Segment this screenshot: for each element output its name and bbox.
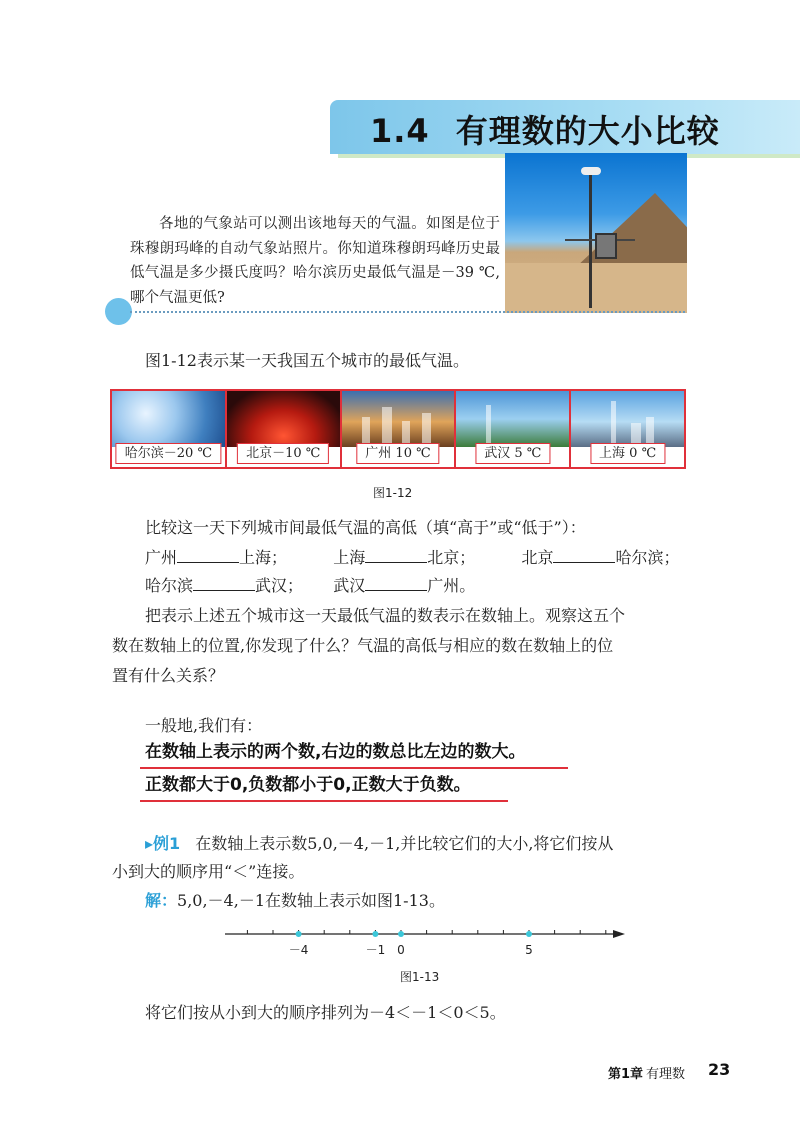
figure-caption-1-12: 图1-12 [373, 486, 413, 500]
number-line-label: －1 [365, 943, 386, 957]
city-photo-beijing [227, 391, 342, 467]
city-photo-wuhan [456, 391, 571, 467]
intro-decoration-dot [105, 298, 132, 325]
example-label: ▸例1 [145, 834, 181, 853]
paragraph-2-line-1: 把表示上述五个城市这一天最低气温的数表示在数轴上。观察这五个 [145, 606, 626, 625]
general-statement: 一般地,我们有： [145, 716, 263, 735]
page-number: 23 [708, 1060, 731, 1079]
number-line-label: 0 [397, 943, 405, 957]
answer-blank[interactable] [553, 545, 615, 563]
number-line-point [372, 931, 378, 937]
paragraph-2-line-2: 数在数轴上的位置,你发现了什么？气温的高低与相应的数在数轴上的位 [112, 636, 614, 655]
compare-prompt: 比较这一天下列城市间最低气温的高低（填“高于”或“低于”）： [145, 518, 586, 537]
answer-blank[interactable] [177, 545, 239, 563]
city-photo-strip [110, 389, 686, 469]
city-label: 广州 10 ℃ [356, 443, 439, 464]
section-title [370, 106, 720, 152]
intro-divider [130, 311, 685, 313]
solution-label: 解： [145, 891, 178, 910]
rule-2: 正数都大于0,负数都小于0,正数大于负数。 [145, 775, 471, 795]
footer-chapter: 第1章 [608, 1067, 644, 1082]
compare-row-1: 广州 上海； 上海 北京； 北京 哈尔滨； [145, 543, 679, 573]
paragraph-2-line-3: 置有什么关系？ [112, 666, 225, 685]
number-line-label: 5 [525, 943, 533, 957]
answer-blank[interactable] [365, 545, 427, 563]
city-label: 哈尔滨－20 ℃ [116, 443, 221, 464]
number-line-point [526, 931, 532, 937]
city-photo-harbin [112, 391, 227, 467]
city-photo-guangzhou [342, 391, 457, 467]
solution-line: 解：5,0,－4,－1在数轴上表示如图1-13。 [145, 891, 445, 910]
number-line [225, 920, 630, 960]
rule-2-underline [140, 800, 508, 802]
city-label: 上海 0 ℃ [590, 443, 665, 464]
intro-paragraph: 各地的气象站可以测出该地每天的气温。如图是位于珠穆朗玛峰的自动气象站照片。你知道珠穆朗玛峰历史最低气温是多少摄氏度吗？哈尔滨历史最低气温是－39 ℃,哪个气温更低? [130, 216, 500, 306]
footer-chapter-name: 有理数 [646, 1067, 686, 1082]
section-title-text: 有理数的大小比较 [455, 112, 720, 150]
city-label: 北京－10 ℃ [237, 443, 329, 464]
city-label: 武汉 5 ℃ [475, 443, 550, 464]
number-line-point [398, 931, 404, 937]
number-line-point [296, 931, 302, 937]
section-number: 1.4 [370, 112, 430, 150]
conclusion: 将它们按从小到大的顺序排列为－4＜－1＜0＜5。 [145, 1003, 506, 1022]
city-photo-shanghai [571, 391, 684, 467]
rule-1-underline [140, 767, 568, 769]
paragraph-fig-intro: 图1-12表示某一天我国五个城市的最低气温。 [145, 351, 469, 370]
number-line-arrow [613, 930, 625, 938]
figure-caption-1-13: 图1-13 [400, 970, 440, 984]
rule-1: 在数轴上表示的两个数,右边的数总比左边的数大。 [145, 742, 526, 762]
answer-blank[interactable] [365, 573, 427, 591]
compare-row-2: 哈尔滨 武汉； 武汉 广州。 [145, 571, 475, 601]
weather-station-photo [505, 153, 687, 313]
answer-blank[interactable] [193, 573, 255, 591]
number-line-label: －4 [288, 943, 309, 957]
example-1-line-1: ▸例1 在数轴上表示数5,0,－4,－1,并比较它们的大小,将它们按从 [145, 834, 614, 853]
example-1-line-2: 小到大的顺序用“＜”连接。 [112, 862, 305, 881]
